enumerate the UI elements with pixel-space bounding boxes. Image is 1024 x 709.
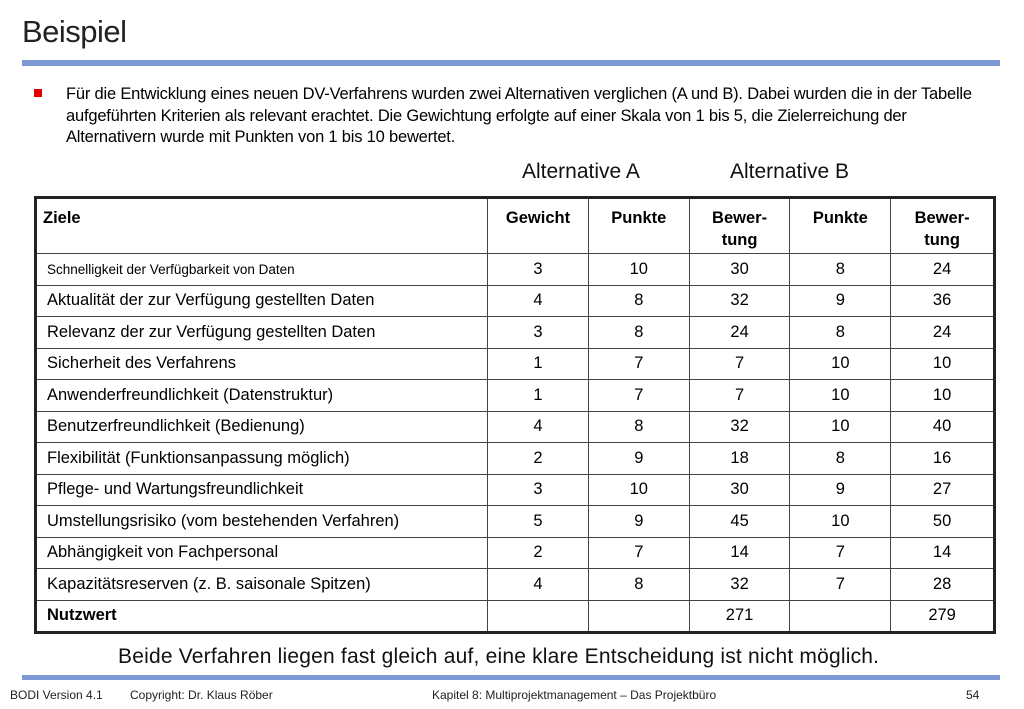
header-punkte-b: Punkte: [790, 198, 891, 254]
page-number: 54: [966, 688, 980, 702]
cell-bewertung-b: 36: [891, 285, 995, 317]
header-gewicht: Gewicht: [488, 198, 589, 254]
cell-bewertung-a: 24: [689, 317, 790, 349]
cell-bewertung-b: 40: [891, 411, 995, 443]
cell-bewertung-b: 28: [891, 569, 995, 601]
total-bewertung-b: 279: [891, 600, 995, 633]
cell-punkte-b: 10: [790, 506, 891, 538]
total-row: [36, 600, 995, 633]
cell-punkte-a: 8: [588, 317, 689, 349]
cell-gewicht: 1: [488, 348, 589, 380]
cell-punkte-a: 8: [588, 569, 689, 601]
cell-bewertung-a: 32: [689, 569, 790, 601]
cell-punkte-b: 10: [790, 348, 891, 380]
cell-bewertung-b: 10: [891, 348, 995, 380]
cell-punkte-b: 10: [790, 380, 891, 412]
cell-punkte-b: 8: [790, 254, 891, 286]
evaluation-table: [34, 196, 996, 634]
cell-punkte-a: 10: [588, 474, 689, 506]
cell-gewicht: 4: [488, 285, 589, 317]
cell-punkte-a: 10: [588, 254, 689, 286]
table-row: [36, 411, 995, 443]
header-bewertung-b: Bewer- tung: [891, 198, 995, 254]
cell-bewertung-a: 7: [689, 348, 790, 380]
table-row: [36, 474, 995, 506]
footer-version: BODI Version 4.1: [10, 688, 103, 702]
table-row: [36, 537, 995, 569]
cell-bewertung-b: 16: [891, 443, 995, 475]
cell-punkte-b: 10: [790, 411, 891, 443]
table-row: [36, 285, 995, 317]
cell-punkte-a: 9: [588, 506, 689, 538]
intro-text: Für die Entwicklung eines neuen DV-Verfahrens wurden zwei Alternativen verglichen (A und B). Dabei wurden die in der Tabelle aufgeführten Kriterien als relevant erachtet. Die Gewichtung erfolgte auf einer Skala von 1 bis 5, die Zielerreichung der Alternativern wurde mit Punkten von 1 bis 10 bewertet.: [66, 85, 972, 146]
cell-bewertung-b: 50: [891, 506, 995, 538]
table-row: [36, 348, 995, 380]
cell-bewertung-a: 14: [689, 537, 790, 569]
cell-bewertung-a: 18: [689, 443, 790, 475]
cell-punkte-b: 8: [790, 443, 891, 475]
cell-punkte-a: 7: [588, 348, 689, 380]
header-ziele: Ziele: [36, 198, 488, 254]
total-label: Nutzwert: [36, 600, 488, 633]
footer-copyright: Copyright: Dr. Klaus Röber: [130, 688, 273, 702]
total-bewertung-a: 271: [689, 600, 790, 633]
table-row: [36, 443, 995, 475]
cell-bewertung-a: 45: [689, 506, 790, 538]
cell-bewertung-a: 30: [689, 254, 790, 286]
cell-criterion: Pflege- und Wartungsfreundlichkeit: [36, 474, 488, 506]
total-gewicht: [488, 600, 589, 633]
table-header-row: [36, 198, 995, 254]
conclusion-text: Beide Verfahren liegen fast gleich auf, eine klare Entscheidung ist nicht möglich.: [118, 645, 880, 668]
cell-punkte-a: 7: [588, 380, 689, 412]
cell-criterion: Sicherheit des Verfahrens: [36, 348, 488, 380]
cell-gewicht: 2: [488, 537, 589, 569]
alternative-a-label: Alternative A: [522, 160, 640, 183]
cell-criterion: Flexibilität (Funktionsanpassung möglich): [36, 443, 488, 475]
cell-gewicht: 4: [488, 411, 589, 443]
table-row: [36, 317, 995, 349]
cell-gewicht: 5: [488, 506, 589, 538]
table-row: [36, 569, 995, 601]
cell-criterion: Benutzerfreundlichkeit (Bedienung): [36, 411, 488, 443]
cell-criterion: Relevanz der zur Verfügung gestellten Daten: [36, 317, 488, 349]
cell-punkte-b: 7: [790, 569, 891, 601]
title-divider: [22, 60, 1000, 66]
cell-criterion: Anwenderfreundlichkeit (Datenstruktur): [36, 380, 488, 412]
cell-punkte-a: 8: [588, 411, 689, 443]
cell-bewertung-b: 10: [891, 380, 995, 412]
table-row: [36, 254, 995, 286]
table-row: [36, 506, 995, 538]
cell-bewertung-b: 24: [891, 254, 995, 286]
cell-gewicht: 3: [488, 317, 589, 349]
cell-bewertung-a: 32: [689, 285, 790, 317]
slide-title: Beispiel: [22, 14, 127, 49]
cell-punkte-b: 8: [790, 317, 891, 349]
total-punkte-a: [588, 600, 689, 633]
cell-criterion: Umstellungsrisiko (vom bestehenden Verfahren): [36, 506, 488, 538]
cell-bewertung-b: 14: [891, 537, 995, 569]
total-punkte-b: [790, 600, 891, 633]
cell-criterion: Schnelligkeit der Verfügbarkeit von Daten: [36, 254, 488, 286]
cell-criterion: Abhängigkeit von Fachpersonal: [36, 537, 488, 569]
bullet-icon: [34, 89, 42, 97]
cell-punkte-b: 7: [790, 537, 891, 569]
cell-gewicht: 3: [488, 254, 589, 286]
alternative-b-label: Alternative B: [730, 160, 850, 183]
cell-gewicht: 2: [488, 443, 589, 475]
cell-gewicht: 4: [488, 569, 589, 601]
cell-criterion: Kapazitätsreserven (z. B. saisonale Spitzen): [36, 569, 488, 601]
cell-bewertung-a: 32: [689, 411, 790, 443]
footer-divider: [22, 675, 1000, 680]
cell-punkte-b: 9: [790, 474, 891, 506]
cell-punkte-a: 8: [588, 285, 689, 317]
cell-punkte-b: 9: [790, 285, 891, 317]
cell-bewertung-b: 27: [891, 474, 995, 506]
cell-bewertung-a: 30: [689, 474, 790, 506]
cell-criterion: Aktualität der zur Verfügung gestellten Daten: [36, 285, 488, 317]
header-bewertung-a: Bewer- tung: [689, 198, 790, 254]
cell-gewicht: 3: [488, 474, 589, 506]
cell-punkte-a: 7: [588, 537, 689, 569]
table-row: [36, 380, 995, 412]
cell-bewertung-b: 24: [891, 317, 995, 349]
footer-chapter: Kapitel 8: Multiprojektmanagement – Das Projektbüro: [432, 688, 717, 702]
cell-punkte-a: 9: [588, 443, 689, 475]
cell-gewicht: 1: [488, 380, 589, 412]
cell-bewertung-a: 7: [689, 380, 790, 412]
header-punkte-a: Punkte: [588, 198, 689, 254]
